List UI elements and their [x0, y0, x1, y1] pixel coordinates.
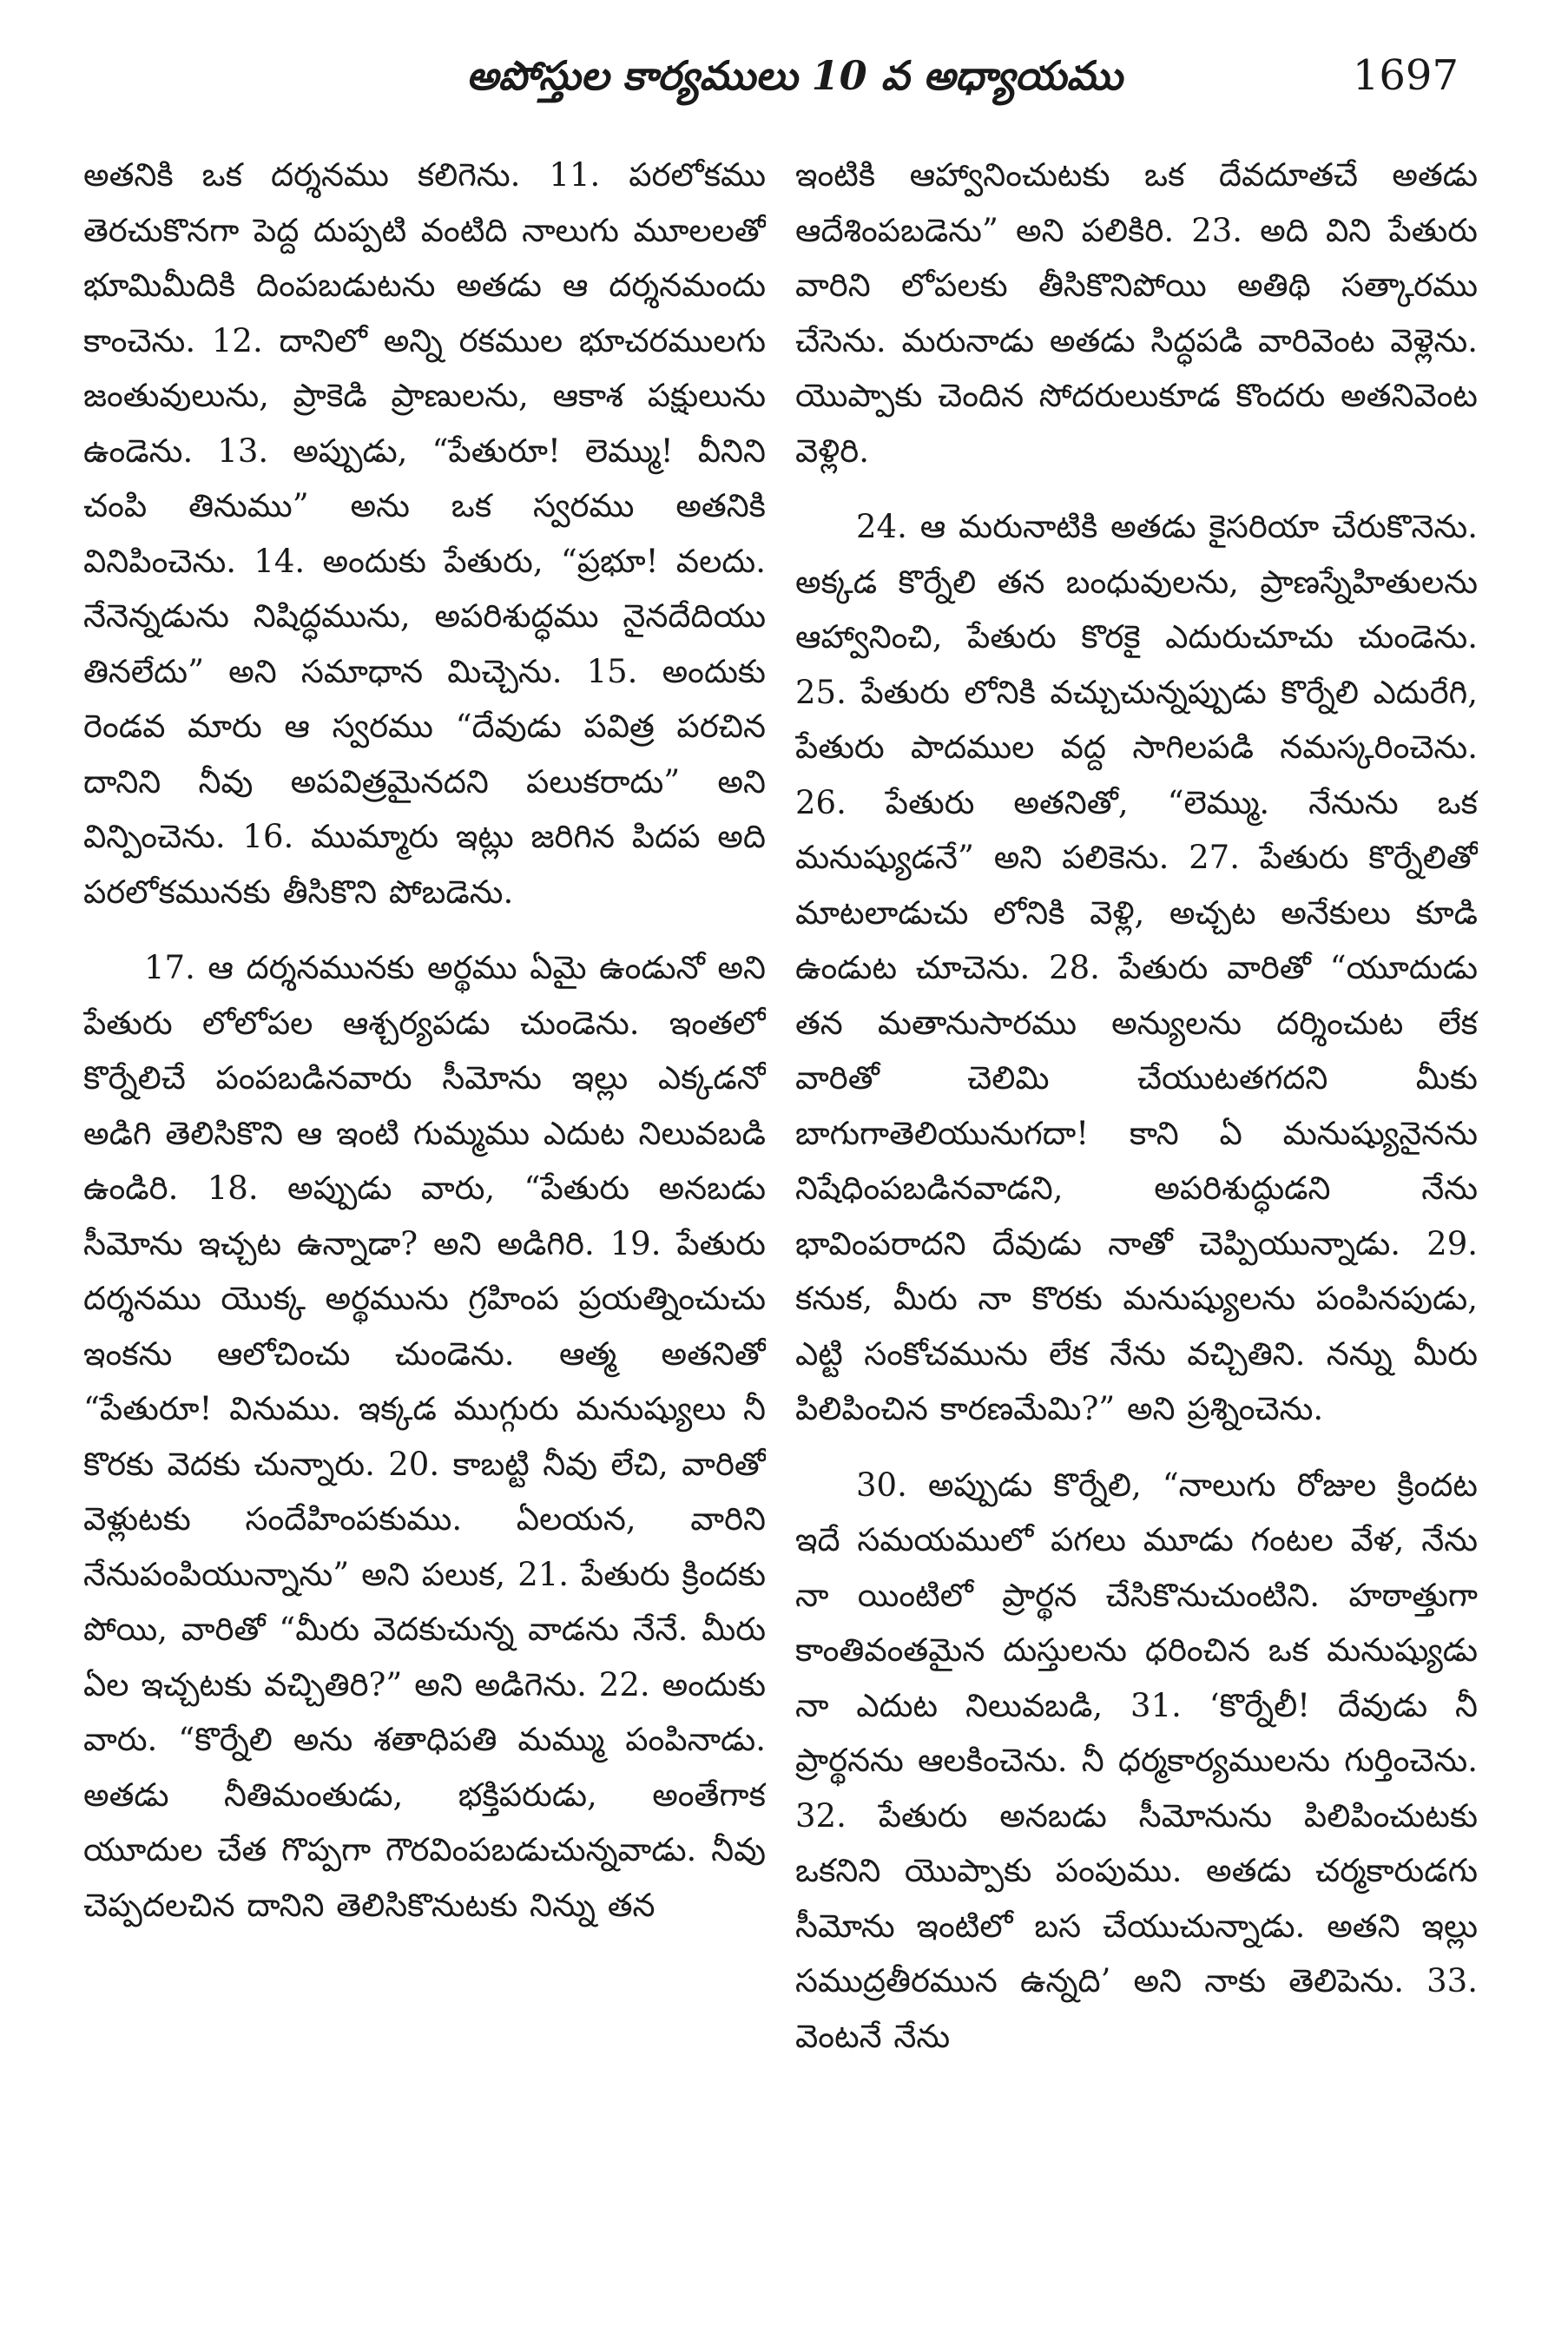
paragraph-verses-17-22: 17. ఆ దర్శనమునకు అర్థము ఏమై ఉండునో అని పేతురు లోలోపల ఆశ్చర్యపడు చుండెను. ఇంతలో కొర్నేలిచే పంపబడినవారు సీమోను ఇల్లు ఎక్కడనో అడిగి తెలిసికొని ఆ ఇంటి గుమ్మము ఎదుట నిలువబడి ఉండిరి. 18. అప్పుడు వారు, “పేతురు అనబడు సీమోను ఇచ్చట ఉన్నాడా? అని అడిగిరి. 19. పేతురు దర్శనము యొక్క అర్థమును గ్రహింప ప్రయత్నించుచు ఇంకను ఆలోచించు చుండెను. ఆత్మ అతనితో “పేతురూ! వినుము. ఇక్కడ ముగ్గురు మనుష్యులు నీ కొరకు వెదకు చున్నారు. 20. కాబట్టి నీవు లేచి, వారితో వెళ్లుటకు సందేహింపకుము. ఏలయన, వారిని నేనుపంపియున్నాను” అని పలుక, 21. పేతురు క్రిందకు పోయి, వారితో “మీరు వెదకుచున్న వాడను నేనే. మీరు ఏల ఇచ్చటకు వచ్చితిరి?” అని అడిగెను. 22. అందుకు వారు. “కొర్నేలి అను శతాధిపతి మమ్ము పంపినాడు. అతడు నీతిమంతుడు, భక్తిపరుడు, అంతేగాక యూదుల చేత గొప్పగా గౌరవింపబడుచున్నవాడు. నీవు చెప్పదలచిన దానిని తెలిసికొనుటకు నిన్ను తన: [83, 949, 766, 1924]
paragraph-gap: [795, 478, 1478, 499]
paragraph-gap: [83, 919, 766, 940]
paragraph-verses-22-23: ఇంటికి ఆహ్వానించుటకు ఒక దేవదూతచే అతడు ఆదేశింపబడెను” అని పలికిరి. 23. అది విని పేతురు వారిని లోపలకు తీసికొనిపోయి అతిథి సత్కారము చేసెను. మరునాడు అతడు సిద్ధపడి వారివెంట వెళ్లెను. యొప్పాకు చెందిన సోదరులుకూడ కొందరు అతనివెంట వెళ్లిరి.: [795, 156, 1478, 470]
paragraph-verses-10-16: అతనికి ఒక దర్శనము కలిగెను. 11. పరలోకము తెరచుకొనగా పెద్ద దుప్పటి వంటిది నాలుగు మూలలతో భూమిమీదికి దింపబడుటను అతడు ఆ దర్శనమందు కాంచెను. 12. దానిలో అన్ని రకముల భూచరములగు జంతువులును, ప్రాకెడి ప్రాణులను, ఆకాశ పక్షులును ఉండెను. 13. అప్పుడు, “పేతురూ! లెమ్ము! వీనిని చంపి తినుము” అను ఒక స్వరము అతనికి వినిపించెను. 14. అందుకు పేతురు, “ప్రభూ! వలదు. నేనెన్నడును నిషిద్ధమును, అపరిశుద్ధము నైనదేదియు తినలేదు” అని సమాధాన మిచ్చెను. 15. అందుకు రెండవ మారు ఆ స్వరము “దేవుడు పవిత్ర పరచిన దానిని నీవు అపవిత్రమైనదని పలుకరాదు” అని విన్పించెను. 16. ముమ్మారు ఇట్లు జరిగిన పిదప అది పరలోకమునకు తీసికొని పోబడెను.: [83, 156, 766, 911]
page-number: 1697: [1352, 51, 1459, 100]
paragraph-gap: [795, 1437, 1478, 1458]
left-column: [83, 148, 766, 2318]
page-header: [130, 45, 1459, 106]
chapter-title: అపోస్తుల కార్యములు 10 వ అధ్యాయము: [466, 52, 1123, 99]
right-column: [795, 148, 1478, 2318]
paragraph-verses-24-29: 24. ఆ మరునాటికి అతడు కైసరియా చేరుకొనెను. అక్కడ కొర్నేలి తన బంధువులను, ప్రాణస్నేహితులను ఆహ్వానించి, పేతురు కొరకై ఎదురుచూచు చుండెను. 25. పేతురు లోనికి వచ్చుచున్నప్పుడు కొర్నేలి ఎదురేగి, పేతురు పాదముల వద్ద సాగిలపడి నమస్కరించెను. 26. పేతురు అతనితో, “లెమ్ము. నేనును ఒక మనుష్యుడనే” అని పలికెను. 27. పేతురు కొర్నేలితో మాటలాడుచు లోనికి వెళ్లి, అచ్చట అనేకులు కూడి ఉండుట చూచెను. 28. పేతురు వారితో “యూదుడు తన మతానుసారము అన్యులను దర్శించుట లేక వారితో చెలిమి చేయుటతగదని మీకు బాగుగాతెలియునుగదా! కాని ఏ మనుష్యునైనను నిషేధింపబడినవాడని, అపరిశుద్ధుడని నేను భావింపరాదని దేవుడు నాతో చెప్పియున్నాడు. 29. కనుక, మీరు నా కొరకు మనుష్యులను పంపినపుడు, ఎట్టి సంకోచమును లేక నేను వచ్చితిని. నన్ను మీరు పిలిపించిన కారణమేమి?” అని ప్రశ్నించెను.: [795, 508, 1478, 1427]
paragraph-verses-30-33: 30. అప్పుడు కొర్నేలి, “నాలుగు రోజుల క్రిందట ఇదే సమయములో పగలు మూడు గంటల వేళ, నేను నా యింటిలో ప్రార్థన చేసికొనుచుంటిని. హఠాత్తుగా కాంతివంతమైన దుస్తులను ధరించిన ఒక మనుష్యుడు నా ఎదుట నిలువబడి, 31. ‘కొర్నేలీ! దేవుడు నీ ప్రార్థనను ఆలకించెను. నీ ధర్మకార్యములను గుర్తించెను. 32. పేతురు అనబడు సీమోనును పిలిపించుటకు ఒకనిని యొప్పాకు పంపుము. అతడు చర్మకారుడగు సీమోను ఇంటిలో బస చేయుచున్నాడు. అతని ఇల్లు సముద్రతీరమున ఉన్నది’ అని నాకు తెలిపెను. 33. వెంటనే నేను: [795, 1466, 1478, 2055]
